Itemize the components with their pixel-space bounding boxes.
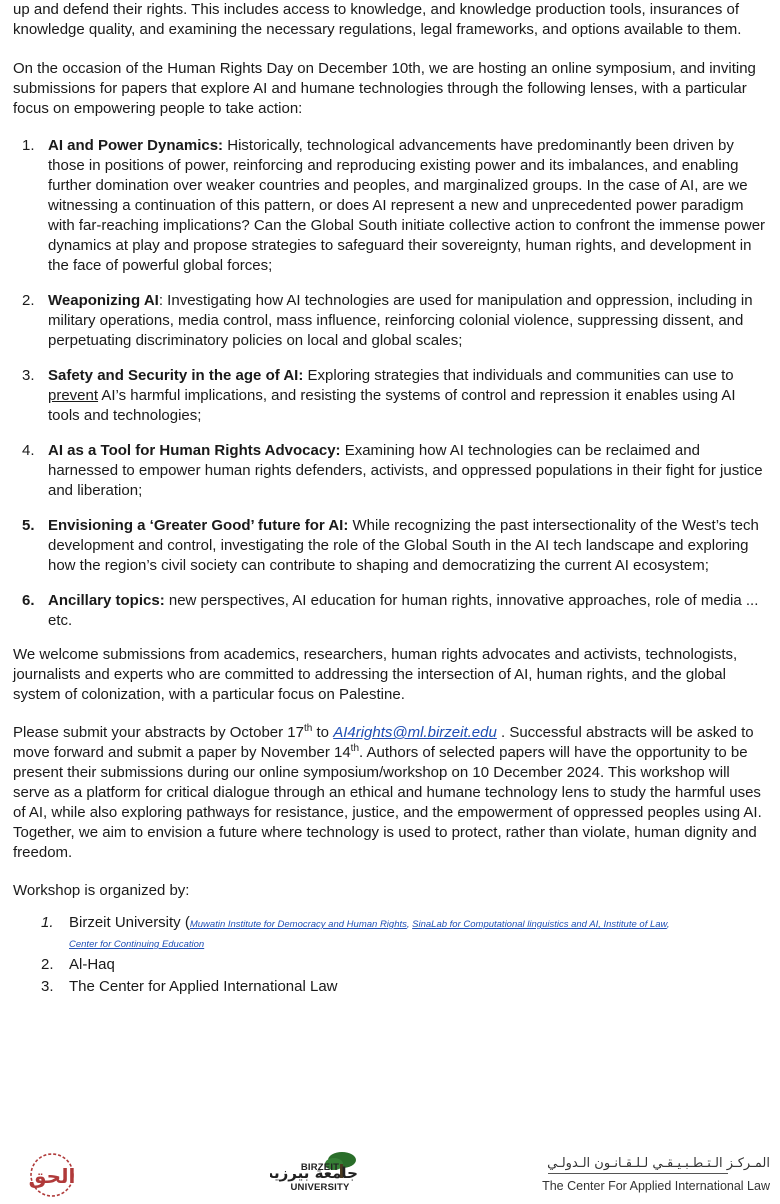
alhaq-arabic-text: الحق xyxy=(28,1164,76,1188)
topic-title: AI as a Tool for Human Rights Advocacy: xyxy=(48,442,341,459)
topic-text: AI’s harmful implications, and resisting the systems of control and repression it enables using AI tools and technologies; xyxy=(48,387,736,424)
submission-text: Please submit your abstracts by October 17 xyxy=(13,724,304,741)
topic-title: Ancillary topics: xyxy=(48,592,165,609)
submission-text: to xyxy=(312,724,334,741)
topic-text: Historically, technological advancements have predominantly been driven by those in positions of power, reinforcing and reproducing existing power and its imbalances, and enabling further domination over weaker countries and peoples, and marginalized groups. In the case of AI, are we witnessing a continuation of this pattern, or does AI represent a new and unprecedented power paradigm with far-reaching implications? Can the Global South initiate collective action to confront the immense power dynamics at play and propose strategies to safeguard their sovereignty, human rights, and development in the face of powerful global forces; xyxy=(48,137,766,274)
organizer-name: Birzeit University ( xyxy=(69,914,190,931)
topics-list xyxy=(13,136,768,631)
topic-title: Weaponizing AI xyxy=(48,292,159,309)
alhaq-logo xyxy=(24,1152,80,1198)
topic-item xyxy=(13,441,768,501)
welcome-paragraph: We welcome submissions from academics, researchers, human rights advocates and activists, technologists, journalists and experts who are committed to addressing the intersection of AI, human rights, and the global system of colonization, with a particular focus on Palestine. xyxy=(13,646,738,703)
cail-english-name: The Center For Applied International Law xyxy=(542,1179,770,1193)
alhaq-logo-mark xyxy=(24,1152,80,1198)
cail-arabic-name: المـركـز الـتـطـبـيـقـي لـلـقـانـون الـدولـي xyxy=(547,1156,770,1171)
submission-paragraph xyxy=(13,723,768,863)
ordinal-suffix: th xyxy=(303,723,313,734)
topic-underlined-word: prevent xyxy=(48,387,99,404)
topic-item xyxy=(13,366,768,426)
submission-text: . Authors of selected papers will have the opportunity to be present their submissions during our online symposium/workshop on 10 December 2024. This workshop will serve as a platform for critical dialogue through an ethical and humane technology lens to study the harmful uses of AI, while also exploring pathways for resistance, justice, and the empowerment of oppressed peoples using AI. Together, we aim to envision a future where technology is used to protect, rather than violate, human dignity and freedom. xyxy=(13,744,762,861)
topic-title: AI and Power Dynamics: xyxy=(48,137,224,154)
organizer-name: The Center for Applied International Law xyxy=(69,978,338,995)
birzeit-arabic-text: جامعة بيرزي xyxy=(274,1164,358,1182)
birzeit-logo xyxy=(270,1150,370,1198)
link-separator: , xyxy=(666,919,670,930)
topic-number: 5. xyxy=(22,517,35,534)
topic-number: 4. xyxy=(22,442,35,459)
topic-number: 1. xyxy=(22,137,35,154)
muwatin-link[interactable]: Muwatin Institute for Democracy and Human Rights xyxy=(189,919,407,930)
organizer-name: Al-Haq xyxy=(69,956,115,973)
ordinal-suffix: th xyxy=(350,743,360,754)
organizer-number: 1. xyxy=(41,914,54,931)
topic-number: 6. xyxy=(22,592,35,609)
submission-text: . Successful abstracts will be asked to move forward and submit a paper by November 14 xyxy=(13,724,754,761)
organizer-item xyxy=(13,977,768,997)
document-page xyxy=(13,0,768,999)
intro-continuation: up and defend their rights. This includes access to knowledge, and knowledge production tools, insurances of knowledge quality, and examining the necessary regulations, legal frameworks, and options available to them. xyxy=(13,1,742,38)
topic-title: Envisioning a ‘Greater Good’ future for AI: xyxy=(48,517,349,534)
cail-logo xyxy=(535,1156,770,1198)
topic-number: 2. xyxy=(22,292,35,309)
organizer-item xyxy=(13,955,768,975)
topic-item xyxy=(13,516,768,576)
continuing-education-link[interactable]: Center for Continuing Education xyxy=(69,939,205,950)
topic-item xyxy=(13,136,768,276)
topic-number: 3. xyxy=(22,367,35,384)
topic-text: new perspectives, AI education for human rights, innovative approaches, role of media ... etc. xyxy=(48,592,759,629)
occasion-paragraph: On the occasion of the Human Rights Day on December 10th, we are hosting an online symposium, and inviting submissions for papers that explore AI and humane technologies through the following lenses, with a particular focus on empowering people to take action: xyxy=(13,60,756,117)
topic-text: While recognizing the past intersectionality of the West’s tech development and control, investigating the role of the Global South in the AI tech landscape and exploring how the region’s civil society can contribute to shaping and democratizing the current AI ecosystem; xyxy=(48,517,759,574)
email-link[interactable]: AI4rights@ml.birzeit.edu xyxy=(333,724,497,741)
topic-item xyxy=(13,291,768,351)
organizers-list xyxy=(13,913,768,997)
topic-text: Exploring strategies that individuals and communities can use to xyxy=(303,367,734,384)
link-separator: , xyxy=(406,919,413,930)
sinalab-link[interactable]: SinaLab for Computational linguistics and AI, Institute of Law xyxy=(412,919,667,930)
topic-item xyxy=(13,591,768,631)
organizer-number: 2. xyxy=(41,956,54,973)
organized-by-heading: Workshop is organized by: xyxy=(13,882,190,899)
footer-logos xyxy=(0,1148,780,1200)
topic-title: Safety and Security in the age of AI: xyxy=(48,367,304,384)
birzeit-label: BIRZEIT UNIVERSITY xyxy=(290,1162,350,1193)
organizer-number: 3. xyxy=(41,978,54,995)
topic-text: : Investigating how AI technologies are used for manipulation and oppression, including in military operations, media control, mass influence, reinforcing colonial violence, suppressing dissent, and perpetuating discriminatory policies on local and global scales; xyxy=(48,292,753,349)
organizer-item xyxy=(13,913,768,953)
cail-divider xyxy=(548,1173,728,1174)
topic-text: Examining how AI technologies can be reclaimed and harnessed to empower human rights defenders, activists, and oppressed populations in their fight for justice and liberation; xyxy=(48,442,763,499)
